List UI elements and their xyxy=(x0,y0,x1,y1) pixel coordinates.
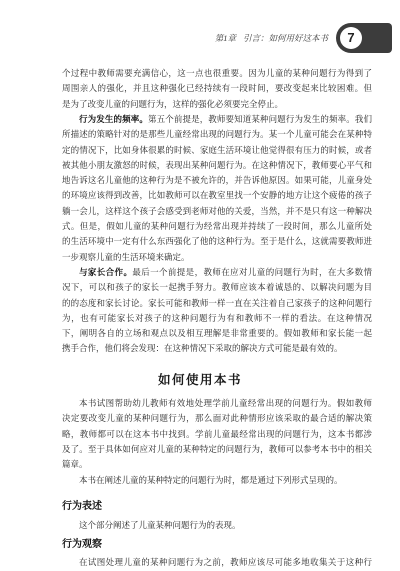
page-number-tab xyxy=(336,23,392,53)
text-line: 携手合作，他们将会发现：在这种情况下采取的解决方式可能是最有效的。 xyxy=(62,343,343,354)
subheading-behavior-description: 行为表述 xyxy=(62,501,102,512)
line-text: 第五个前提是，教师要知道某种问题行为发生的频率。我们 xyxy=(147,114,372,124)
running-head xyxy=(215,31,328,45)
text-line: 本书在阐述儿童的某种特定的问题行为时，都是通过下列形式呈现的。 xyxy=(79,475,343,485)
text-line: 个过程中教师需要充满信心，这一点也很重要。因为儿童的某种问题行为得到了 xyxy=(62,68,372,78)
paragraph-lead: 与家长合作。 xyxy=(79,267,133,277)
text-line: 本书试图帮助幼儿教师有效地处理学前儿童经常出现的问题行为。假如教师 xyxy=(79,398,372,408)
text-line: 下，阐明各自的立场和观点以及相互理解是非常重要的。假如教师和家长能一起 xyxy=(62,328,372,339)
text-line: 的环境应该得到改善，比如教师可以在教室里找一个安静的地方让这个疲倦的孩子 xyxy=(62,190,372,201)
chapter-title: 引言：如何用好这本书 xyxy=(242,33,328,43)
text-line: 这个部分阐述了儿童某种问题行为的表现。 xyxy=(79,520,241,530)
paragraph-lead: 行为发生的频率。 xyxy=(79,114,148,124)
text-line: 式。但是，假如儿童的某种问题行为经常出现并持续了一段时间，那么儿童所处 xyxy=(62,221,372,232)
subheading-behavior-observation: 行为观察 xyxy=(62,539,102,550)
text-line: 是为了改变儿童的问题行为，这样的强化必须要完全停止。 xyxy=(62,98,284,109)
text-line: 被其他小朋友激怒的时候，表现出某种问题行为。在这种情况下，教师要心平气和 xyxy=(62,159,372,170)
text-line: 周围亲人的强化，并且这种强化已经持续有一段时间，要改变起来比较困难。但 xyxy=(62,83,372,94)
page-number: 7 xyxy=(340,27,362,49)
text-line: 略，教师都可以在这本书中找到。学前儿童最经常出现的问题行为，这本书都涉 xyxy=(62,428,372,439)
text-line: 定的情况下，比如身体很累的时候、家庭生活环境让他觉得很有压力的时候，或者 xyxy=(62,144,372,155)
text-line: 所描述的策略针对的是那些儿童经常出现的问题行为。某一个儿童可能会在某种特 xyxy=(62,129,372,140)
chapter-label: 第1章 xyxy=(214,33,236,43)
paragraph-usage xyxy=(62,396,372,472)
paragraph-parents xyxy=(62,265,372,357)
text-line: 为，也有可能家长对孩子的这种问题行为有和教师不一样的看法。在这种情况 xyxy=(62,312,372,323)
text-line: 的生活环境中一定有什么东西强化了他的这种行为。至于是什么，这就需要教师进 xyxy=(62,236,372,247)
text-line: 一步观察儿童的生活环境来确定。 xyxy=(62,251,190,262)
paragraph-format xyxy=(62,473,372,488)
text-line: 及了。至于具体如何应对儿童的某种特定的问题行为，教师可以参考本书中的相关 xyxy=(62,443,372,454)
text-line: 在试图处理儿童的某种问题行为之前，教师应该尽可能多地收集关于这种行 xyxy=(79,557,372,567)
paragraph-behavior-observation xyxy=(62,555,372,570)
paragraph-frequency xyxy=(62,112,372,265)
text-line: 决定要改变儿童的某种问题行为，那么面对此种情形应该采取的最合适的解决策 xyxy=(62,413,372,424)
text-line: 的的态度和家长讨论。家长可能和教师一样一直在关注着自己家孩子的这种问题行 xyxy=(62,297,372,308)
text-line xyxy=(62,112,372,127)
paragraph-behavior-description xyxy=(62,518,372,533)
text-line: 篇章。 xyxy=(62,459,88,470)
paragraph-continued xyxy=(62,66,372,112)
text-line xyxy=(62,265,372,280)
text-line: 地告诉这名儿童他的这种行为是不被允许的，并告诉他原因。如果可能，儿童身处 xyxy=(62,175,372,186)
text-line: 况下，可以和孩子的家长一起携手努力。教师应该本着诚恳的、以解决问题为目 xyxy=(62,282,372,293)
line-text: 最后一个前提是，教师在应对儿童的问题行为时，在大多数情 xyxy=(132,267,372,277)
section-heading: 如何使用本书 xyxy=(157,373,242,387)
text-line: 躺一会儿，这样这个孩子会感受到老师对他的关爱，当然，并不是只有这一种解决 xyxy=(62,205,372,216)
